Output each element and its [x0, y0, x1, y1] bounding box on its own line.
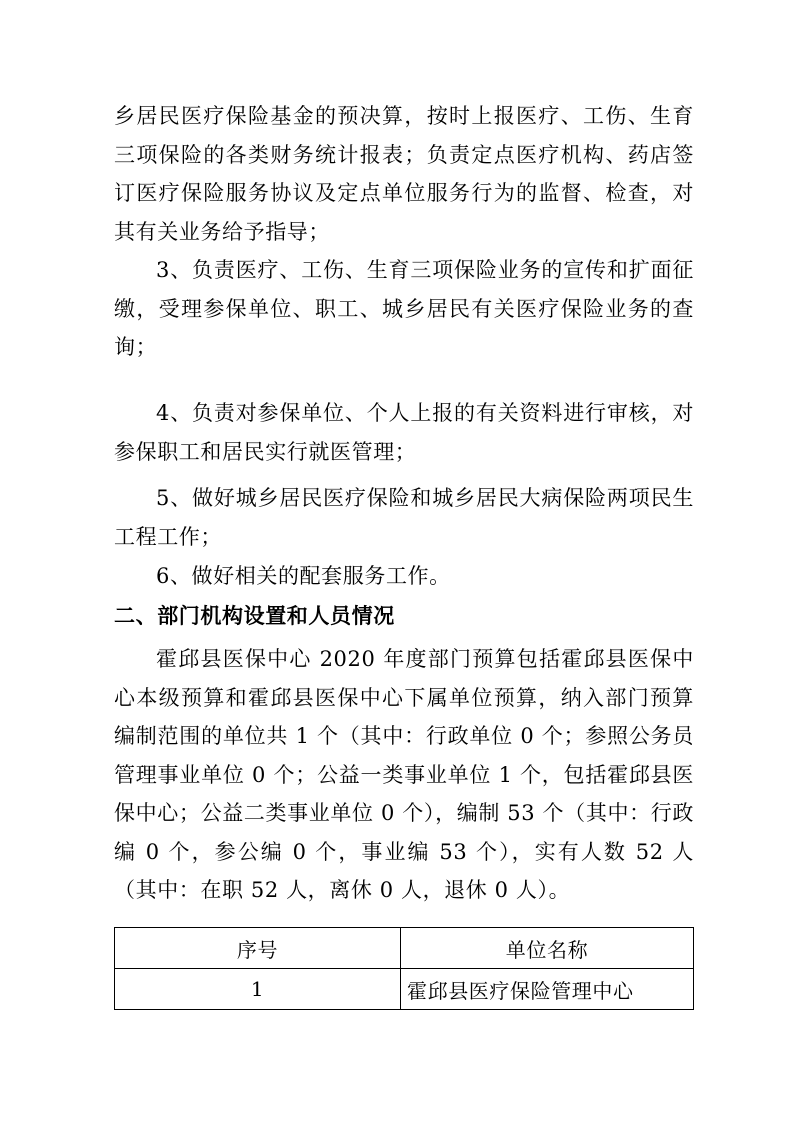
paragraph-duty-3: 3、负责医疗、工伤、生育三项保险业务的宣传和扩面征缴，受理参保单位、职工、城乡居民有关医疗保险业务的查询；: [114, 258, 694, 359]
cell-unit-name: 霍邱县医疗保险管理中心: [401, 969, 694, 1010]
cell-serial-number: 1: [115, 969, 401, 1010]
paragraph-duties-continued: 乡居民医疗保险基金的预决算，按时上报医疗、工伤、生育三项保险的各类财务统计报表；负责定点医疗机构、药店签订医疗保险服务协议及定点单位服务行为的监督、检查，对其有关业务给予指导；: [114, 104, 694, 244]
header-unit-name: 单位名称: [401, 928, 694, 969]
section-heading: 二、部门机构设置和人员情况: [114, 604, 395, 628]
table-header-row: [115, 928, 694, 969]
paragraph-duty-6: 6、做好相关的配套服务工作。: [156, 564, 451, 588]
header-serial-number: 序号: [115, 928, 401, 969]
paragraph-duty-5: 5、做好城乡居民医疗保险和城乡居民大病保险两项民生工程工作；: [114, 486, 694, 549]
table-row: [115, 969, 694, 1010]
paragraph-duty-4: 4、负责对参保单位、个人上报的有关资料进行审核，对参保职工和居民实行就医管理；: [114, 401, 694, 464]
unit-table: [114, 927, 694, 1010]
paragraph-org-structure: 霍邱县医保中心 2020 年度部门预算包括霍邱县医保中心本级预算和霍邱县医保中心下属单位预算，纳入部门预算编制范围的单位共 1 个（其中：行政单位 0 个；参照公务员管理事业单位 0 个；公益一类事业单位 1 个，包括霍邱县医保中心；公益二类事业单位 0 个），编制 53 个（其中：行政编 0 个，参公编 0 个，事业编 53 个），实有人数 52 人（其中：在职 52 人，离休 0 人，退休 0 人）。: [114, 647, 694, 902]
